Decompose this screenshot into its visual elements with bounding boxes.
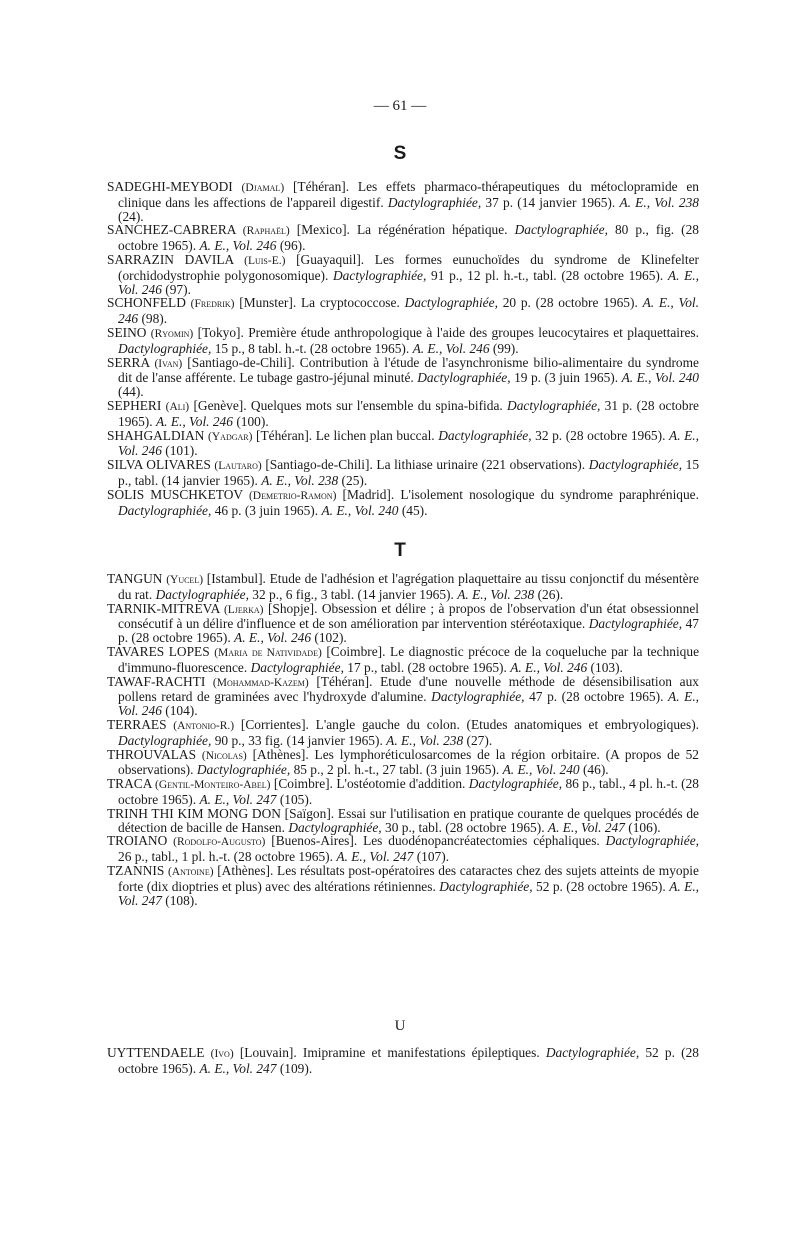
reference: A. E., Vol. 238 bbox=[386, 732, 464, 748]
place: [Santiago-de-Chili]. bbox=[187, 354, 295, 370]
journal: Dactylographiée, bbox=[250, 659, 344, 675]
bibliography-entry bbox=[107, 180, 699, 223]
journal: Dactylographiée, bbox=[196, 762, 291, 778]
details: 15 p., 8 tabl. h.-t. (28 octobre 1965). bbox=[214, 340, 410, 356]
thesis-title: Etude de l'adhésion et l'agrégation plaquettaire au tissu conjonctif du mésentère du rat. bbox=[118, 571, 699, 602]
reference-number: (103). bbox=[590, 659, 623, 675]
thesis-title: L'angle gauche du colon. (Etudes anatomiques et embryologiques). bbox=[315, 716, 700, 732]
journal: Dactylographiée, bbox=[468, 776, 563, 792]
author-name: SCHONFELD bbox=[107, 295, 186, 311]
place: [Buenos-Aires]. bbox=[271, 833, 358, 849]
details: 52 p. (28 octobre 1965). bbox=[118, 1045, 699, 1076]
thesis-title: Les lymphoréticulosarcomes de la région orbitaire. (A propos de 52 observations). bbox=[118, 746, 699, 778]
journal: Dactylographiée, bbox=[333, 267, 427, 283]
reference: A. E., Vol. 246 bbox=[510, 659, 588, 675]
journal: Dactylographiée, bbox=[404, 295, 498, 311]
details: 47 p. (28 octobre 1965). bbox=[529, 689, 664, 705]
reference: A. E., Vol. 240 bbox=[621, 370, 699, 386]
place: [Istambul]. bbox=[206, 571, 266, 586]
reference-number: (107). bbox=[416, 849, 450, 865]
place: [Santiago-de-Chili]. bbox=[265, 457, 373, 473]
thesis-title: Le diagnostic précoce de la coqueluche par la technique d'immuno-fluorescence. bbox=[118, 643, 700, 675]
reference-number: (97). bbox=[165, 281, 191, 297]
section-t-entries bbox=[107, 572, 699, 907]
bibliography-entry bbox=[107, 1046, 699, 1076]
author-name: SEINO bbox=[107, 324, 147, 340]
reference-number: (96). bbox=[279, 238, 306, 254]
bibliography-entry bbox=[107, 602, 699, 645]
journal: Dactylographiée, bbox=[417, 370, 511, 386]
bibliography-entry bbox=[107, 777, 699, 807]
bibliography-entry bbox=[107, 326, 699, 356]
author-given-name: (Gentil-Monteiro-Abel) bbox=[155, 779, 271, 792]
reference: A. E., Vol. 247 bbox=[336, 849, 414, 865]
author-given-name: (Djamal) bbox=[241, 182, 285, 194]
reference-number: (24). bbox=[118, 208, 144, 224]
author-given-name: (Lautaro) bbox=[214, 460, 262, 473]
author-name: THROUVALAS bbox=[107, 746, 197, 762]
author-name: TERRAES bbox=[107, 716, 167, 732]
reference: A. E., Vol. 247 bbox=[199, 791, 277, 807]
author-given-name: (Raphaël) bbox=[242, 225, 290, 238]
reference: A. E., Vol. 246 bbox=[118, 427, 699, 459]
bibliography-entry bbox=[107, 834, 699, 864]
reference: A. E., Vol. 240 bbox=[321, 502, 399, 518]
author-name: UYTTENDAELE bbox=[107, 1045, 205, 1060]
author-name: SARRAZIN DAVILA bbox=[107, 251, 234, 267]
journal: Dactylographiée, bbox=[545, 1045, 640, 1060]
bibliography-entry bbox=[107, 645, 699, 675]
author-name: SERRA bbox=[107, 354, 150, 370]
place: [Guayaquil]. bbox=[296, 251, 365, 267]
place: [Genève]. bbox=[193, 397, 247, 413]
place: [Téhéran]. bbox=[292, 179, 350, 194]
journal: Dactylographiée, bbox=[155, 586, 249, 602]
author-name: TAWAF-RACHTI bbox=[107, 673, 206, 689]
details: 19 p. (3 juin 1965). bbox=[514, 370, 619, 386]
thesis-title: Contribution à l'étude de l'asynchronisme bilio-alimentaire du syndrome dit de l'anse afférente. Le tubage gastro-jéjunal minuté. bbox=[118, 354, 699, 386]
reference: A. E., Vol. 246 bbox=[118, 267, 699, 297]
details: 31 p. (28 octobre 1965). bbox=[118, 397, 699, 429]
author-given-name: (Ljerka) bbox=[223, 603, 264, 616]
details: 47 p. (28 octobre 1965). bbox=[118, 616, 699, 646]
author-name: SHAHGALDIAN bbox=[107, 427, 205, 443]
author-name: SANCHEZ-CABRERA bbox=[107, 222, 236, 238]
author-name: TRINH THI KIM MONG DON bbox=[107, 805, 281, 821]
section-u-entries bbox=[107, 1046, 699, 1076]
details: 26 p., tabl., 1 pl. h.-t. (28 octobre 1965). bbox=[118, 849, 333, 865]
reference-number: (26). bbox=[537, 586, 564, 602]
section-letter-t: T bbox=[394, 540, 406, 561]
author-name: SILVA OLIVARES bbox=[107, 457, 211, 473]
reference-number: (102). bbox=[314, 630, 347, 646]
author-given-name: (Rodolfo-Augusto) bbox=[173, 836, 266, 849]
place: [Louvain]. bbox=[239, 1045, 297, 1060]
thesis-title: La lithiase urinaire (221 observations). bbox=[376, 457, 586, 473]
thesis-title: Etude d'une nouvelle méthode de désensibilisation aux pollens retard de graminées avec l'hydroxyde d'alumine. bbox=[118, 673, 699, 705]
author-name: TAVARES LOPES bbox=[107, 643, 210, 659]
journal: Dactylographiée, bbox=[387, 194, 482, 210]
place: [Saïgon]. bbox=[284, 805, 335, 821]
journal: Dactylographiée, bbox=[605, 833, 699, 849]
author-given-name: (Ryomin) bbox=[150, 327, 194, 340]
reference-number: (100). bbox=[236, 413, 269, 429]
place: [Shopje]. bbox=[267, 600, 318, 616]
reference: A. E., Vol. 246 bbox=[199, 238, 277, 254]
author-given-name: (Yadgar) bbox=[208, 430, 253, 443]
page-number: — 61 — bbox=[373, 98, 427, 114]
bibliography-entry bbox=[107, 356, 699, 399]
reference: A. E., Vol. 247 bbox=[199, 1060, 277, 1076]
reference: A. E., Vol. 238 bbox=[261, 472, 339, 488]
details: 30 p., tabl. (28 octobre 1965). bbox=[385, 819, 545, 835]
reference: A. E., Vol. 246 bbox=[155, 413, 233, 429]
reference-number: (104). bbox=[165, 703, 198, 719]
bibliography-entry bbox=[107, 296, 699, 326]
bibliography-entry bbox=[107, 807, 699, 835]
details: 32 p. (28 octobre 1965). bbox=[535, 427, 666, 443]
journal: Dactylographiée, bbox=[118, 732, 212, 748]
author-name: TROIANO bbox=[107, 833, 168, 849]
place: [Téhéran]. bbox=[316, 673, 373, 689]
place: [Corrientes]. bbox=[240, 716, 309, 732]
reference: A. E., Vol. 238 bbox=[457, 586, 535, 602]
thesis-title: Imipramine et manifestations épileptiques. bbox=[302, 1045, 540, 1060]
author-name: TANGUN bbox=[107, 571, 163, 586]
place: [Munster]. bbox=[239, 295, 297, 311]
place: [Mexico]. bbox=[296, 222, 350, 238]
bibliography-entry bbox=[107, 399, 699, 429]
reference: A. E., Vol. 247 bbox=[547, 819, 625, 835]
reference-number: (108). bbox=[165, 892, 198, 908]
reference: A. E., Vol. 240 bbox=[502, 762, 580, 778]
details: 17 p., tabl. (28 octobre 1965). bbox=[347, 659, 507, 675]
author-name: TZANNIS bbox=[107, 862, 165, 878]
author-given-name: (Fredrik) bbox=[190, 298, 235, 311]
details: 46 p. (3 juin 1965). bbox=[214, 502, 319, 518]
bibliography-entry bbox=[107, 718, 699, 748]
author-given-name: (Mohammad-Kazem) bbox=[212, 676, 309, 689]
journal: Dactylographiée, bbox=[588, 616, 683, 632]
thesis-title: Le lichen plan buccal. bbox=[315, 427, 435, 443]
details: 37 p. (14 janvier 1965). bbox=[485, 194, 616, 210]
details: 91 p., 12 pl. h.-t., tabl. (28 octobre 1965). bbox=[431, 267, 664, 283]
reference-number: (109). bbox=[279, 1060, 313, 1076]
reference-number: (44). bbox=[118, 384, 144, 400]
journal: Dactylographiée, bbox=[431, 689, 525, 705]
thesis-title: Les effets pharmaco-thérapeutiques du métoclopramide en clinique dans les affections de l'appareil digestif. bbox=[118, 179, 700, 210]
place: [Madrid]. bbox=[342, 486, 395, 502]
author-given-name: (Luis-E.) bbox=[244, 254, 286, 267]
author-given-name: (Ivo) bbox=[210, 1048, 234, 1060]
bibliography-entry bbox=[107, 675, 699, 718]
reference: A. E., Vol. 247 bbox=[118, 878, 700, 908]
details: 52 p. (28 octobre 1965). bbox=[536, 878, 666, 894]
bibliography-entry bbox=[107, 253, 699, 296]
journal: Dactylographiée, bbox=[514, 222, 608, 238]
reference-number: (98). bbox=[141, 311, 168, 327]
bibliography-entry bbox=[107, 572, 699, 602]
place: [Tokyo]. bbox=[197, 324, 244, 340]
thesis-title: La régénération hépatique. bbox=[356, 222, 508, 238]
author-given-name: (Demetrio-Ramon) bbox=[248, 489, 337, 502]
details: 80 p., fig. (28 octobre 1965). bbox=[118, 222, 699, 254]
author-name: SEPHERI bbox=[107, 397, 162, 413]
journal: Dactylographiée, bbox=[507, 397, 601, 413]
author-given-name: (Nicolas) bbox=[201, 749, 247, 762]
reference-number: (105). bbox=[279, 791, 313, 807]
author-given-name: (Ivan) bbox=[154, 357, 183, 370]
thesis-title: Les formes eunuchoïdes du syndrome de Klinefelter (orchidodystrophie polygonosomique). bbox=[118, 251, 699, 283]
place: [Athènes]. bbox=[252, 746, 309, 762]
reference-number: (45). bbox=[401, 502, 428, 518]
bibliography-entry bbox=[107, 458, 699, 488]
author-given-name: (Yucel) bbox=[166, 574, 204, 586]
thesis-title: L'isolement nosologique du syndrome paraphrénique. bbox=[400, 486, 699, 502]
thesis-title: Essai sur l'utilisation en pratique courante de quelques procédés de détection de bacille de Hansen. bbox=[118, 805, 699, 835]
bibliography-entry bbox=[107, 223, 699, 253]
author-name: TARNIK-MITREVA bbox=[107, 600, 220, 616]
details: 32 p., 6 fig., 3 tabl. (14 janvier 1965). bbox=[252, 586, 454, 602]
reference: A. E., Vol. 246 bbox=[118, 295, 699, 327]
details: 86 p., tabl., 4 pl. h.-t. (28 octobre 1965). bbox=[118, 776, 699, 807]
author-name: SADEGHI-MEYBODI bbox=[107, 179, 233, 194]
place: [Coimbre]. bbox=[273, 776, 333, 792]
section-s-entries bbox=[107, 180, 699, 517]
bibliography-entry bbox=[107, 864, 699, 907]
thesis-title: Quelques mots sur l'ensemble du spina-bifida. bbox=[250, 397, 503, 413]
section-letter-s: S bbox=[393, 143, 407, 164]
place: [Athènes]. bbox=[217, 862, 274, 878]
journal: Dactylographiée, bbox=[588, 457, 683, 473]
section-letter-u: U bbox=[394, 1018, 406, 1034]
author-name: TRACA bbox=[107, 776, 152, 792]
thesis-title: Les résultats post-opératoires des cataractes chez des sujets atteints de myopie forte (dix dioptries et plus) avec des altérations rétiniennes. bbox=[118, 862, 699, 894]
bibliography-entry bbox=[107, 748, 699, 778]
thesis-title: L'ostéotomie d'addition. bbox=[336, 776, 466, 792]
place: [Coimbre]. bbox=[326, 643, 386, 659]
author-name: SOLIS MUSCHKETOV bbox=[107, 486, 243, 502]
reference-number: (99). bbox=[492, 340, 519, 356]
reference-number: (25). bbox=[341, 472, 368, 488]
author-given-name: (Antonio-R.) bbox=[173, 719, 235, 732]
journal: Dactylographiée, bbox=[439, 878, 533, 894]
journal: Dactylographiée, bbox=[118, 340, 212, 356]
place: [Téhéran]. bbox=[256, 427, 313, 443]
bibliography-entry bbox=[107, 488, 699, 518]
reference: A. E., Vol. 246 bbox=[118, 689, 700, 719]
reference-number: (101). bbox=[165, 443, 198, 459]
details: 20 p. (28 octobre 1965). bbox=[502, 295, 638, 311]
journal: Dactylographiée, bbox=[288, 819, 382, 835]
reference: A. E., Vol. 246 bbox=[234, 630, 312, 646]
details: 90 p., 33 fig. (14 janvier 1965). bbox=[214, 732, 383, 748]
thesis-title: Obsession et délire ; à propos de l'observation d'un état obsessionnel consécutif à un délire d'influence et de son amélioration par intervention stéréotaxique. bbox=[118, 600, 699, 632]
reference-number: (106). bbox=[628, 819, 661, 835]
reference: A. E., Vol. 238 bbox=[619, 194, 699, 210]
author-given-name: (Maria de Natividade) bbox=[214, 646, 322, 659]
thesis-title: Première étude anthropologique à l'aide des groupes leucocytaires et plaquettaires. bbox=[248, 324, 699, 340]
reference-number: (46). bbox=[582, 762, 609, 778]
thesis-title: La cryptococcose. bbox=[300, 295, 400, 311]
reference-number: (27). bbox=[466, 732, 493, 748]
bibliography-entry bbox=[107, 429, 699, 459]
details: 85 p., 2 pl. h.-t., 27 tabl. (3 juin 1965). bbox=[293, 762, 500, 778]
journal: Dactylographiée, bbox=[438, 427, 532, 443]
thesis-title: Les duodénopancréatectomies céphaliques. bbox=[363, 833, 600, 849]
reference: A. E., Vol. 246 bbox=[412, 340, 490, 356]
author-given-name: (Ali) bbox=[165, 400, 190, 413]
journal: Dactylographiée, bbox=[118, 502, 212, 518]
details: 15 p., tabl. (14 janvier 1965). bbox=[118, 457, 700, 488]
author-given-name: (Antoine) bbox=[167, 865, 214, 878]
